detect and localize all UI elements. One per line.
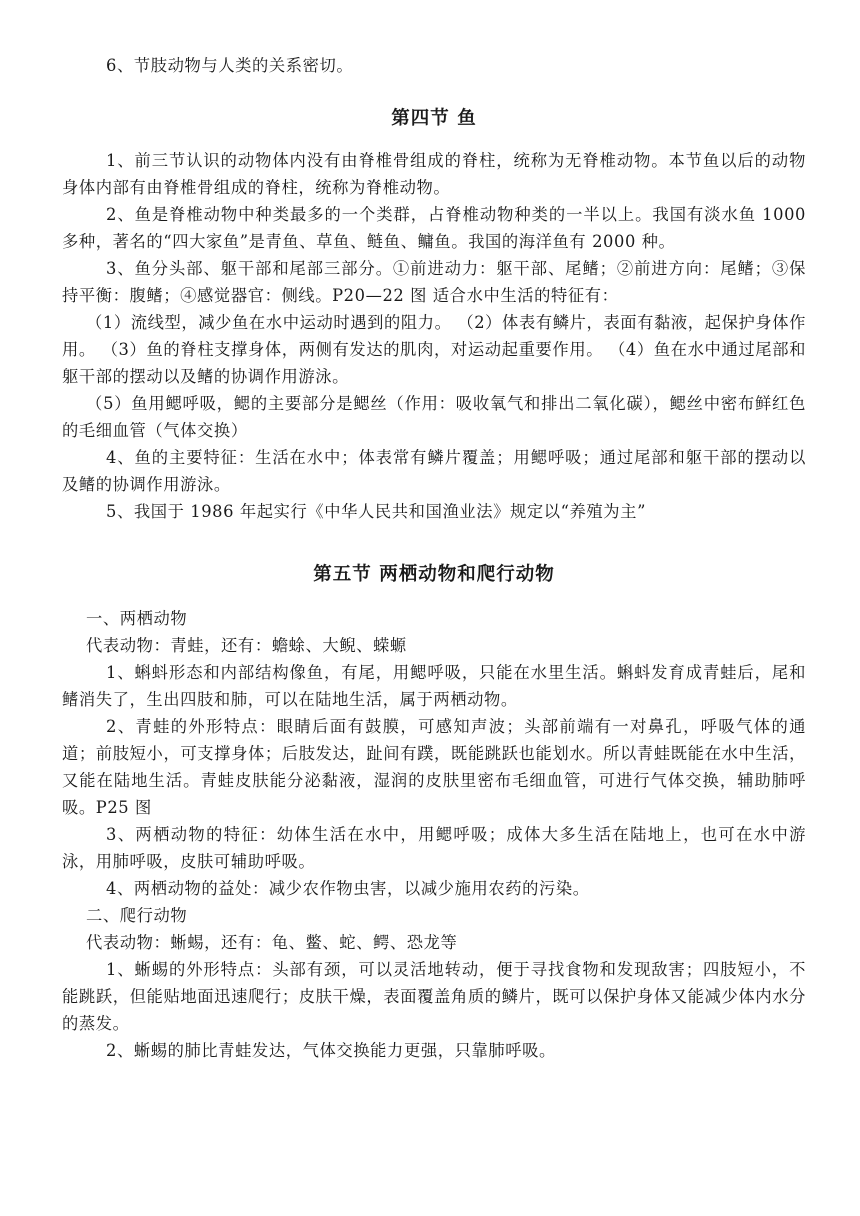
paragraph-amphibian-benefits: 4、两栖动物的益处：减少农作物虫害，以减少施用农药的污染。	[106, 879, 590, 898]
section-title-fish: 第四节 鱼	[391, 108, 477, 129]
paragraph-frog-features: 2、青蛙的外形特点：眼睛后面有鼓膜，可感知声波；头部前端有一对鼻孔，呼吸气体的通道；前肢短小，可支撑身体；后肢发达，趾间有蹼，既能跳跃也能划水。所以青蛙既能在水中生活，又能在陆地生活。青蛙皮肤能分泌黏液，湿润的皮肤里密布毛细血管，可进行气体交换，辅助肺呼吸。P25 图	[62, 717, 806, 817]
paragraph-fishery-law: 5、我国于 1986 年起实行《中华人民共和国渔业法》规定以“养殖为主”	[106, 502, 646, 521]
paragraph-amphibian-traits: 3、两栖动物的特征：幼体生活在水中，用鳃呼吸；成体大多生活在陆地上，也可在水中游泳，用肺呼吸，皮肤可辅助呼吸。	[62, 825, 806, 871]
section-title-amphibians-reptiles: 第五节 两栖动物和爬行动物	[313, 564, 555, 585]
paragraph-fish-adaptations: （1）流线型，减少鱼在水中运动时遇到的阻力。 （2）体表有鳞片，表面有黏液，起保护身体作用。 （3）鱼的脊柱支撑身体，两侧有发达的肌肉，对运动起重要作用。 （4）鱼在水中通过尾部和躯干部的摆动以及鳍的协调作用游泳。	[62, 313, 806, 386]
paragraph-fish-features: 4、鱼的主要特征：生活在水中；体表常有鳞片覆盖；用鳃呼吸；通过尾部和躯干部的摆动以及鳍的协调作用游泳。	[62, 448, 806, 494]
paragraph-vertebrates: 1、前三节认识的动物体内没有由脊椎骨组成的脊柱，统称为无脊椎动物。本节鱼以后的动物身体内部有由脊椎骨组成的脊柱，统称为脊椎动物。	[62, 151, 806, 197]
paragraph-lizard-features: 1、蜥蜴的外形特点：头部有颈，可以灵活地转动，便于寻找食物和发现敌害；四肢短小，不能跳跃，但能贴地面迅速爬行；皮肤干燥，表面覆盖角质的鳞片，既可以保护身体又能减少体内水分的蒸发。	[62, 960, 806, 1033]
subheading-reptiles: 二、爬行动物	[86, 906, 188, 925]
paragraph-tadpole: 1、蝌蚪形态和内部结构像鱼，有尾，用鳃呼吸，只能在水里生活。蝌蚪发育成青蛙后，尾和鳍消失了，生出四肢和肺，可以在陆地生活，属于两栖动物。	[62, 663, 806, 709]
paragraph-arthropods-human: 6、节肢动物与人类的关系密切。	[106, 56, 354, 75]
amphibian-representatives: 代表动物：青蛙，还有：蟾蜍、大鲵、蝾螈	[86, 636, 407, 655]
reptile-representatives: 代表动物：蜥蜴，还有：龟、鳖、蛇、鳄、恐龙等	[86, 933, 458, 952]
paragraph-lizard-lungs: 2、蜥蜴的肺比青蛙发达，气体交换能力更强，只靠肺呼吸。	[106, 1041, 556, 1060]
paragraph-fish-gills: （5）鱼用鳃呼吸，鳃的主要部分是鳃丝（作用：吸收氧气和排出二氧化碳），鳃丝中密布鲜红色的毛细血管（气体交换）	[62, 394, 806, 440]
document-page	[62, 52, 806, 1064]
subheading-amphibians: 一、两栖动物	[86, 609, 188, 628]
paragraph-fish-body-parts: 3、鱼分头部、躯干部和尾部三部分。①前进动力：躯干部、尾鳍；②前进方向：尾鳍；③保持平衡：腹鳍；④感觉器官：侧线。P20—22 图 适合水中生活的特征有：	[62, 259, 806, 305]
paragraph-fish-species: 2、鱼是脊椎动物中种类最多的一个类群，占脊椎动物种类的一半以上。我国有淡水鱼 1000 多种，著名的“四大家鱼”是青鱼、草鱼、鲢鱼、鳙鱼。我国的海洋鱼有 2000 种。	[62, 205, 806, 251]
